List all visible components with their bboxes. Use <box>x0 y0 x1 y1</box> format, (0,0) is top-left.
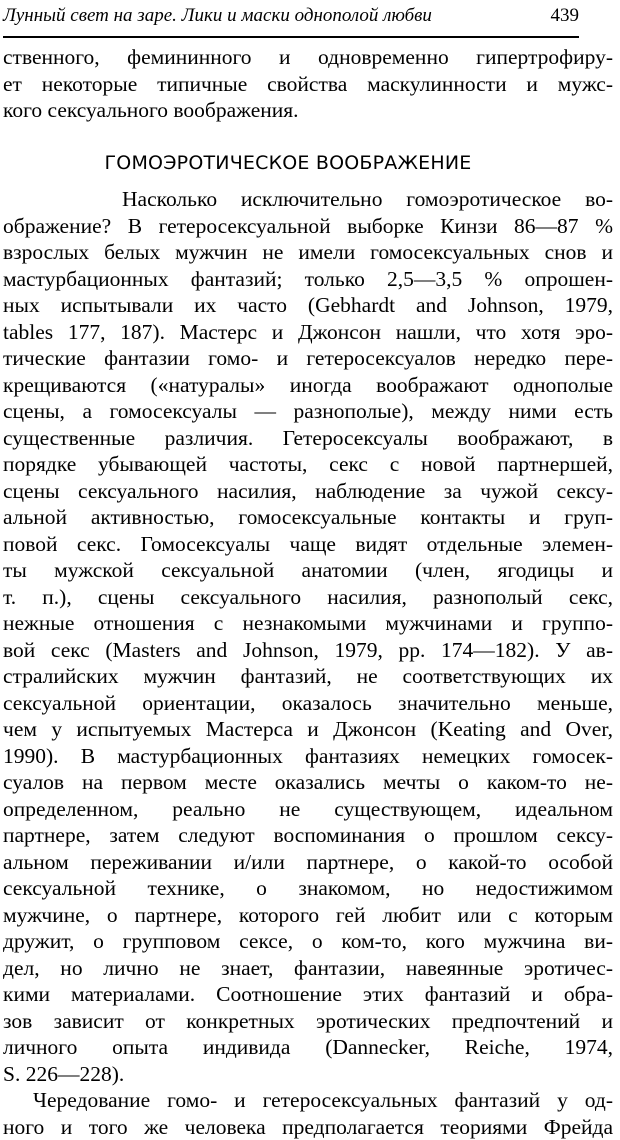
text-line: Насколько исключительно гомоэротическое во- <box>3 186 613 213</box>
text-line: дел, но лично не знает, фантазии, навеянные эротичес- <box>3 955 613 982</box>
text-line: сцены сексуального насилия, наблюдение за чужой сексу- <box>3 478 613 505</box>
text-line: ного и того же человека предполагается теориями Фрейда <box>3 1114 613 1140</box>
text-line: порядке убывающей частоты, секс с новой партнершей, <box>3 451 613 478</box>
text-line: мужчине, о партнере, которого гей любит или с которым <box>3 902 613 929</box>
paragraph <box>3 186 613 1087</box>
text-line: ображение? В гетеросексуальной выборке Кинзи 86—87 % <box>3 213 613 240</box>
header-rule <box>3 36 579 38</box>
text-line: ных испытывали их часто (Gebhardt and Johnson, 1979, <box>3 292 613 319</box>
text-line: зов зависит от конкретных эротических предпочтений и <box>3 1008 613 1035</box>
text-line: ты мужской сексуальной анатомии (член, ягодицы и <box>3 557 613 584</box>
text-line: кого сексуального воображения. <box>3 97 613 124</box>
text-line: суалов на первом месте оказались мечты о каком-то не- <box>3 769 613 796</box>
text-line: сексуальной ориентации, оказалось значительно меньше, <box>3 690 613 717</box>
body-text <box>3 44 613 1140</box>
running-head <box>3 3 579 29</box>
text-line: вой секс (Masters and Johnson, 1979, pp. 174—182). У ав- <box>3 637 613 664</box>
text-line: ственного, фемининного и одновременно гипертрофиру- <box>3 44 613 71</box>
text-line: мастурбационных фантазий; только 2,5—3,5 % опрошен- <box>3 266 613 293</box>
text-line: ет некоторые типичные свойства маскулинности и мужс- <box>3 71 613 98</box>
text-line: определенном, реально не существующем, идеальном <box>3 796 613 823</box>
text-line: альной активностью, гомосексуальные контакты и груп- <box>3 504 613 531</box>
text-line: сексуальной технике, о знакомом, но недостижимом <box>3 875 613 902</box>
text-line: личного опыта индивида (Dannecker, Reiche, 1974, <box>3 1034 613 1061</box>
text-line: тические фантазии гомо- и гетеросексуалов нередко пере- <box>3 345 613 372</box>
text-line: чем у испытуемых Мастерса и Джонсон (Keating and Over, <box>3 716 613 743</box>
text-line: 1990). В мастурбационных фантазиях немецких гомосек- <box>3 743 613 770</box>
text-line: т. п.), сцены сексуального насилия, разнополый секс, <box>3 584 613 611</box>
page-number: 439 <box>551 3 580 29</box>
text-line: S. 226—228). <box>3 1061 613 1088</box>
text-line: сцены, а гомосексуалы — разнополые), между ними есть <box>3 398 613 425</box>
text-line: взрослых белых мужчин не имели гомосексуальных снов и <box>3 239 613 266</box>
running-title: Лунный свет на заре. Лики и маски однополой любви <box>3 3 432 29</box>
text-line: дружит, о групповом сексе, о ком-то, кого мужчина ви- <box>3 928 613 955</box>
text-line: альном переживании и/или партнере, о какой-то особой <box>3 849 613 876</box>
text-line: крещиваются («натуралы» иногда воображают однополые <box>3 372 613 399</box>
text-line: tables 177, 187). Мастерс и Джонсон нашли, что хотя эро- <box>3 319 613 346</box>
text-line: кими материалами. Соотношение этих фантазий и обра- <box>3 981 613 1008</box>
text-line: повой секс. Гомосексуалы чаще видят отдельные элемен- <box>3 531 613 558</box>
section-heading: ГОМОЭРОТИЧЕСКОЕ ВООБРАЖЕНИЕ <box>3 150 613 177</box>
continuation-paragraph <box>3 44 613 124</box>
text-line: нежные отношения с незнакомыми мужчинами и группо- <box>3 610 613 637</box>
text-line: стралийских мужчин фантазий, не соответствующих их <box>3 663 613 690</box>
paragraph <box>3 1087 613 1140</box>
text-line: существенные различия. Гетеросексуалы воображают, в <box>3 425 613 452</box>
text-line: партнере, затем следуют воспоминания о прошлом сексу- <box>3 822 613 849</box>
text-line: Чередование гомо- и гетеросексуальных фантазий у од- <box>3 1087 613 1114</box>
